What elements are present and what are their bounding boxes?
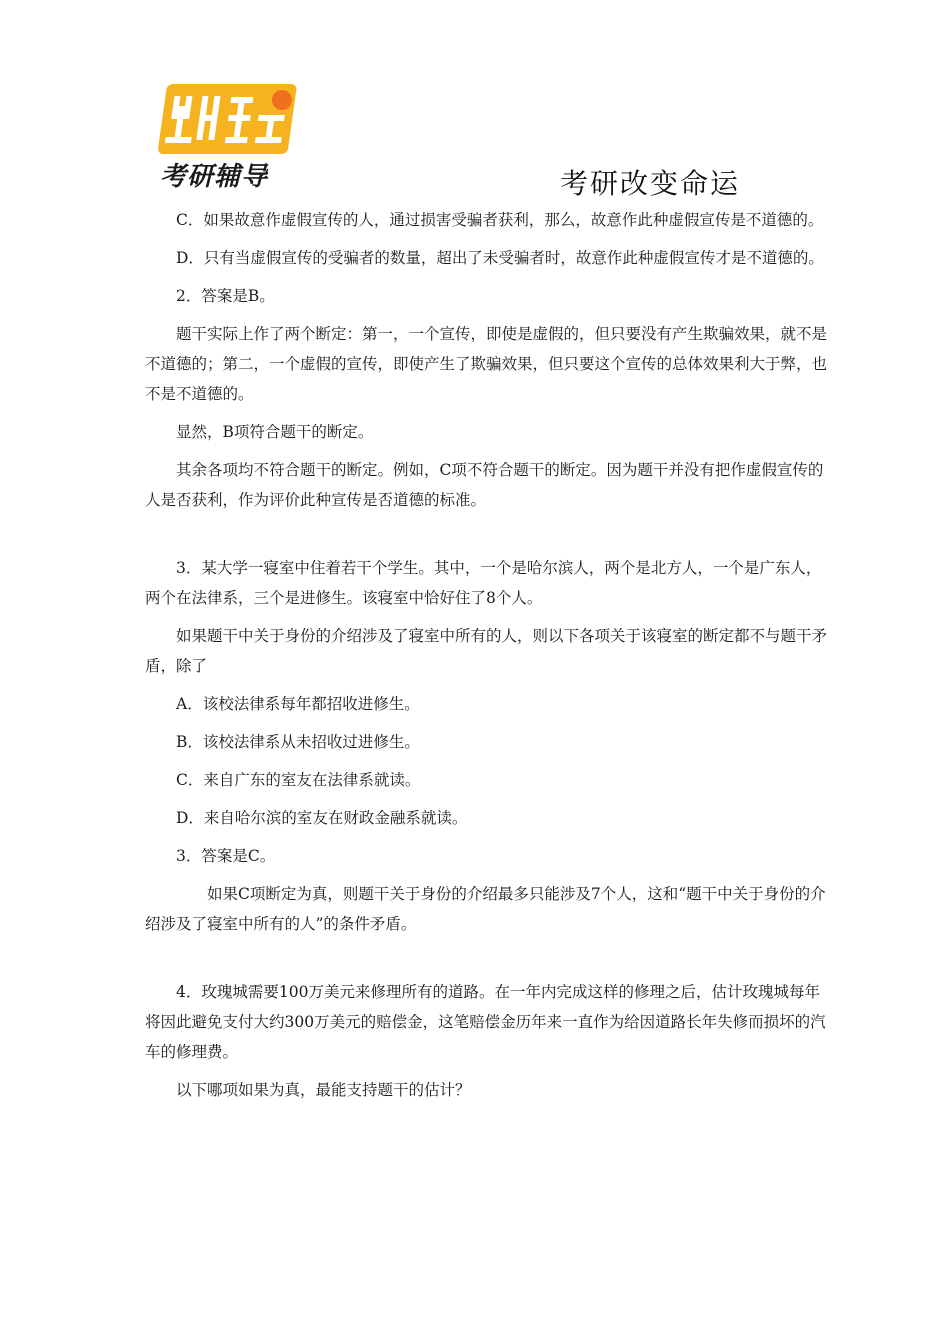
spacer [145,523,835,553]
q2-conclusion: 显然，B项符合题干的断定。 [176,423,374,441]
logo-dot [272,90,292,110]
q1-option-d: D．只有当虚假宣传的受骗者的数量，超出了未受骗者时，故意作此种虚假宣传才是不道德的。 [176,249,824,267]
q3-option-c: C．来自广东的室友在法律系就读。 [176,771,421,789]
q2-answer: 2．答案是B。 [176,287,275,305]
q1-option-c: C．如果故意作虚假宣传的人，通过损害受骗者获利，那么，故意作此种虚假宣传是不道德的。 [176,211,824,229]
q4-stem: 4．玫瑰城需要100万美元来修理所有的道路。在一年内完成这样的修理之后，估计玫瑰城每年将因此避免支付大约300万美元的赔偿金，这笔赔偿金历年来一直作为给因道路长年失修而损坏的汽车的修理费。 [145,983,826,1061]
document-body [145,205,835,1113]
q3-explanation: 如果C项断定为真，则题干关于身份的介绍最多只能涉及7个人，这和“题干中关于身份的介绍涉及了寝室中所有的人”的条件矛盾。 [145,885,826,933]
q4-question: 以下哪项如果为真，最能支持题干的估计？ [176,1081,471,1099]
q3-question: 如果题干中关于身份的介绍涉及了寝室中所有的人，则以下各项关于该寝室的断定都不与题干矛盾，除了 [145,627,828,675]
q3-option-b: B．该校法律系从未招收过进修生。 [176,733,420,751]
q2-explanation: 题干实际上作了两个断定：第一，一个宣传，即使是虚假的，但只要没有产生欺骗效果，就不是不道德的；第二，一个虚假的宣传，即使产生了欺骗效果，但只要这个宣传的总体效果利大于弊，也不是不道德的。 [145,325,828,403]
q3-stem: 3．某大学一寝室中住着若干个学生。其中，一个是哈尔滨人，两个是北方人，一个是广东人，两个在法律系，三个是进修生。该寝室中恰好住了8个人。 [145,559,822,607]
header-tagline: 考研改变命运 [560,167,741,200]
brand-logo [150,78,300,198]
q3-option-a: A．该校法律系每年都招收进修生。 [176,695,420,713]
q2-remark: 其余各项均不符合题干的断定。例如，C项不符合题干的断定。因为题干并没有把作虚假宣传的人是否获利，作为评价此种宣传是否道德的标准。 [145,461,824,509]
q3-option-d: D．来自哈尔滨的室友在财政金融系就读。 [176,809,468,827]
q3-answer: 3．答案是C。 [176,847,276,865]
logo-subtitle: 考研辅导 [160,162,269,192]
spacer [145,947,835,977]
